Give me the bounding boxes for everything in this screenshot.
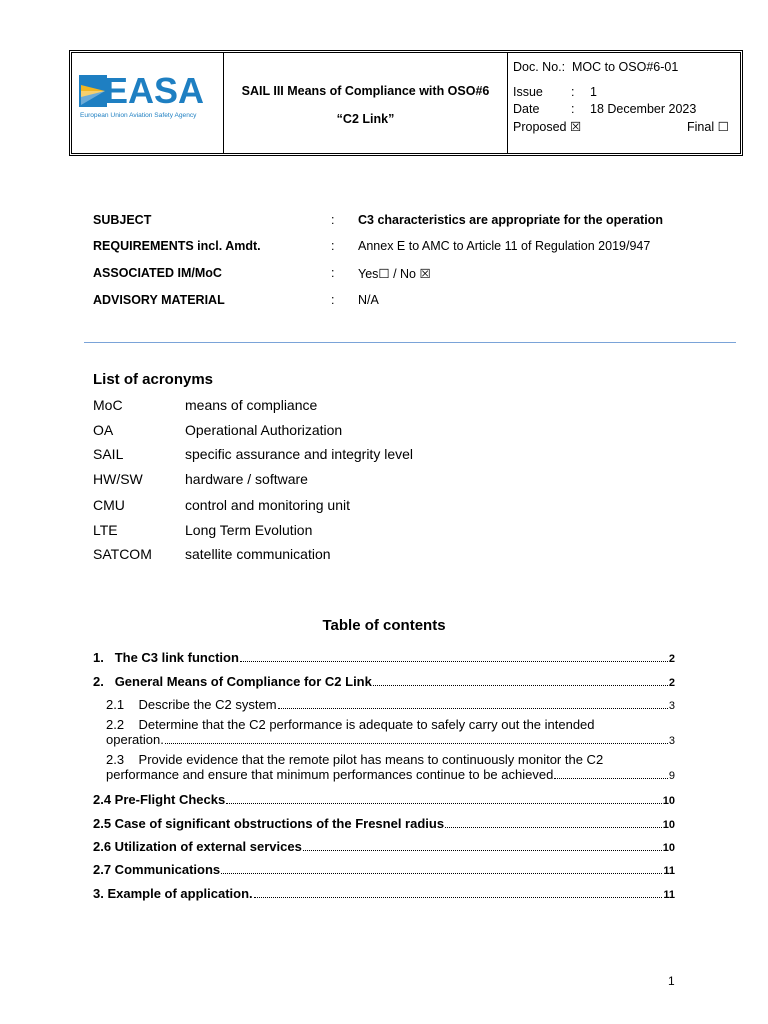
toc-title: General Means of Compliance for C2 Link [114, 674, 372, 689]
toc-page: 10 [662, 842, 675, 854]
easa-logo-icon [79, 75, 107, 107]
date-colon: : [571, 102, 575, 116]
proposed-checkbox: Proposed ☒ [513, 120, 582, 134]
toc-page: 3 [668, 700, 675, 712]
toc-number: 2.3 [106, 752, 125, 767]
page-number: 1 [668, 974, 675, 988]
toc-leader [373, 684, 668, 686]
acronym-row [93, 546, 331, 562]
toc-leader [554, 777, 668, 779]
toc-title: 3. Example of application. [93, 886, 253, 901]
toc-entry[interactable] [93, 886, 675, 901]
toc-entry[interactable] [93, 674, 675, 689]
acronyms-heading: List of acronyms [93, 371, 214, 388]
issue-label: Issue [513, 85, 543, 99]
toc-entry[interactable] [106, 752, 675, 782]
toc-leader [254, 896, 663, 898]
toc-number: 1. [93, 650, 104, 665]
meta-cell [508, 53, 740, 153]
toc-page: 11 [663, 889, 675, 901]
toc-leader [278, 707, 668, 709]
subject-label: SUBJECT [93, 213, 152, 227]
acronym-abbr: MoC [93, 397, 123, 413]
section-divider [84, 342, 736, 343]
issue-value: 1 [590, 85, 597, 99]
toc-entry[interactable] [93, 816, 675, 831]
acronym-row [93, 446, 414, 462]
toc-entry[interactable] [106, 717, 675, 747]
toc-title: 2.5 Case of significant obstructions of the Fresnel radius [93, 816, 445, 831]
advisory-row [93, 293, 379, 307]
logo-subtitle: European Union Aviation Safety Agency [80, 112, 197, 119]
subject-colon: : [331, 213, 335, 227]
toc-number: 2.2 [106, 717, 125, 732]
acronym-def: control and monitoring unit [185, 497, 350, 513]
final-checkbox: Final ☐ [687, 120, 729, 134]
requirements-value: Annex E to AMC to Article 11 of Regulation 2019/947 [358, 239, 651, 253]
toc-page: 2 [668, 653, 675, 665]
acronym-def: Long Term Evolution [185, 522, 313, 538]
acronym-row [93, 397, 318, 413]
acronym-row [93, 422, 343, 438]
toc-title-cont: operation. [106, 732, 164, 747]
toc-heading: Table of contents [322, 617, 446, 634]
logo-text: EASA [104, 70, 205, 111]
toc-entry[interactable] [93, 862, 675, 877]
toc-title: 2.7 Communications [93, 862, 221, 877]
associated-colon: : [331, 266, 335, 280]
toc-leader [221, 872, 662, 874]
toc-entry[interactable] [93, 839, 675, 854]
issue-colon: : [571, 85, 575, 99]
date-label: Date [513, 102, 540, 116]
toc-title: Determine that the C2 performance is adequate to safely carry out the intended [138, 717, 595, 732]
toc-number: 2.1 [106, 697, 125, 712]
subject-row [93, 213, 663, 227]
toc-title: Describe the C2 system [138, 697, 277, 712]
acronym-row [93, 471, 308, 487]
acronym-def: satellite communication [185, 546, 331, 562]
toc-title: The C3 link function [114, 650, 239, 665]
date-row [513, 102, 697, 116]
acronym-def: Operational Authorization [185, 422, 343, 438]
status-row [513, 119, 735, 134]
date-value: 18 December 2023 [590, 102, 697, 116]
requirements-colon: : [331, 239, 335, 253]
toc-page: 11 [663, 865, 675, 877]
acronym-abbr: LTE [93, 522, 118, 538]
requirements-label: REQUIREMENTS incl. Amdt. [93, 239, 261, 253]
toc-leader [445, 826, 662, 828]
document-title: SAIL III Means of Compliance with OSO#6 [241, 84, 490, 98]
toc-entry[interactable] [106, 697, 675, 712]
doc-number-row [513, 60, 679, 74]
toc-leader [226, 802, 662, 804]
requirements-row [93, 239, 651, 253]
acronym-row [93, 497, 350, 513]
advisory-value: N/A [358, 293, 379, 307]
toc-leader [240, 660, 668, 662]
toc-page: 9 [668, 770, 675, 782]
toc-leader [303, 849, 662, 851]
issue-row [513, 85, 597, 99]
associated-row [93, 266, 431, 281]
title-cell [224, 53, 508, 153]
toc-page: 2 [668, 677, 675, 689]
toc-leader [165, 742, 668, 744]
acronym-def: means of compliance [185, 397, 318, 413]
associated-value: Yes☐ / No ☒ [358, 267, 431, 281]
toc-page: 10 [662, 819, 675, 831]
toc-number: 2. [93, 674, 104, 689]
toc-title: 2.4 Pre-Flight Checks [93, 792, 226, 807]
doc-number-label: Doc. No.: [513, 60, 566, 74]
acronym-def: hardware / software [185, 471, 308, 487]
toc-title: 2.6 Utilization of external services [93, 839, 302, 854]
header-table [69, 50, 743, 156]
subject-value: C3 characteristics are appropriate for the operation [358, 213, 663, 227]
acronym-def: specific assurance and integrity level [185, 446, 414, 462]
associated-label: ASSOCIATED IM/MoC [93, 266, 222, 280]
toc-title-cont: performance and ensure that minimum performances continue to be achieved [106, 767, 554, 782]
toc-title: Provide evidence that the remote pilot has means to continuously monitor the C2 [138, 752, 604, 767]
acronym-abbr: SAIL [93, 446, 124, 462]
acronym-row [93, 522, 313, 538]
doc-number-value: MOC to OSO#6-01 [572, 60, 679, 74]
logo-cell [72, 53, 224, 153]
acronym-abbr: OA [93, 422, 114, 438]
acronym-abbr: HW/SW [93, 471, 143, 487]
toc-page: 10 [662, 795, 675, 807]
toc-entry[interactable] [93, 650, 675, 665]
acronym-abbr: CMU [93, 497, 125, 513]
acronym-abbr: SATCOM [93, 546, 152, 562]
toc-page: 3 [668, 735, 675, 747]
advisory-label: ADVISORY MATERIAL [93, 293, 225, 307]
toc-entry[interactable] [93, 792, 675, 807]
document-subtitle: “C2 Link” [336, 112, 395, 126]
advisory-colon: : [331, 293, 335, 307]
